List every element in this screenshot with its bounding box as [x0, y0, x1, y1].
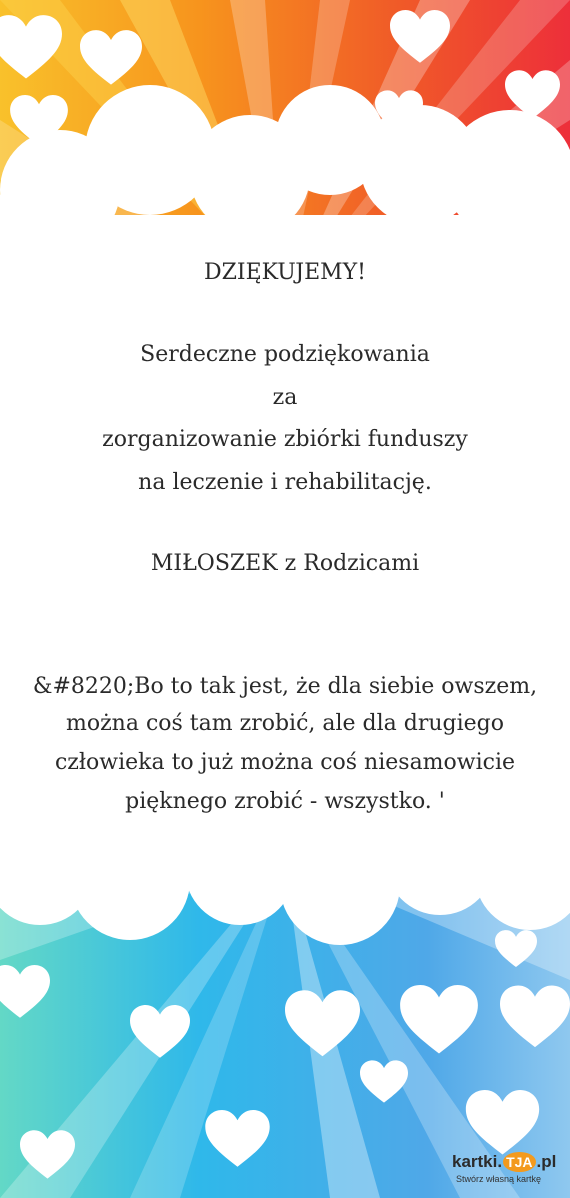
- quote-line: można coś tam zrobić, ale dla drugiego: [65, 711, 505, 736]
- message-line: zorganizowanie zbiórki funduszy: [102, 427, 468, 452]
- quote-line: człowieka to już można coś niesamowicie: [54, 750, 516, 775]
- logo-tagline: Stwórz własną kartkę: [456, 1174, 542, 1184]
- signature: MIŁOSZEK z Rodzicami: [150, 551, 420, 576]
- message-line: na leczenie i rehabilitację.: [138, 470, 432, 495]
- logo-badge: TJA: [503, 1152, 535, 1172]
- quote-line: pięknego zrobić - wszystko. ': [125, 789, 445, 814]
- logo-prefix: kartki.: [452, 1152, 503, 1171]
- logo-wordmark: [452, 1152, 556, 1172]
- logo-suffix: .pl: [536, 1152, 557, 1171]
- site-logo[interactable]: [452, 1150, 562, 1190]
- card-heading: DZIĘKUJEMY!: [203, 260, 367, 285]
- message-line: Serdeczne podziękowania: [140, 342, 430, 367]
- message-line: za: [272, 385, 298, 410]
- quote-line: &#8220;Bo to tak jest, że dla siebie owszem,: [32, 674, 538, 699]
